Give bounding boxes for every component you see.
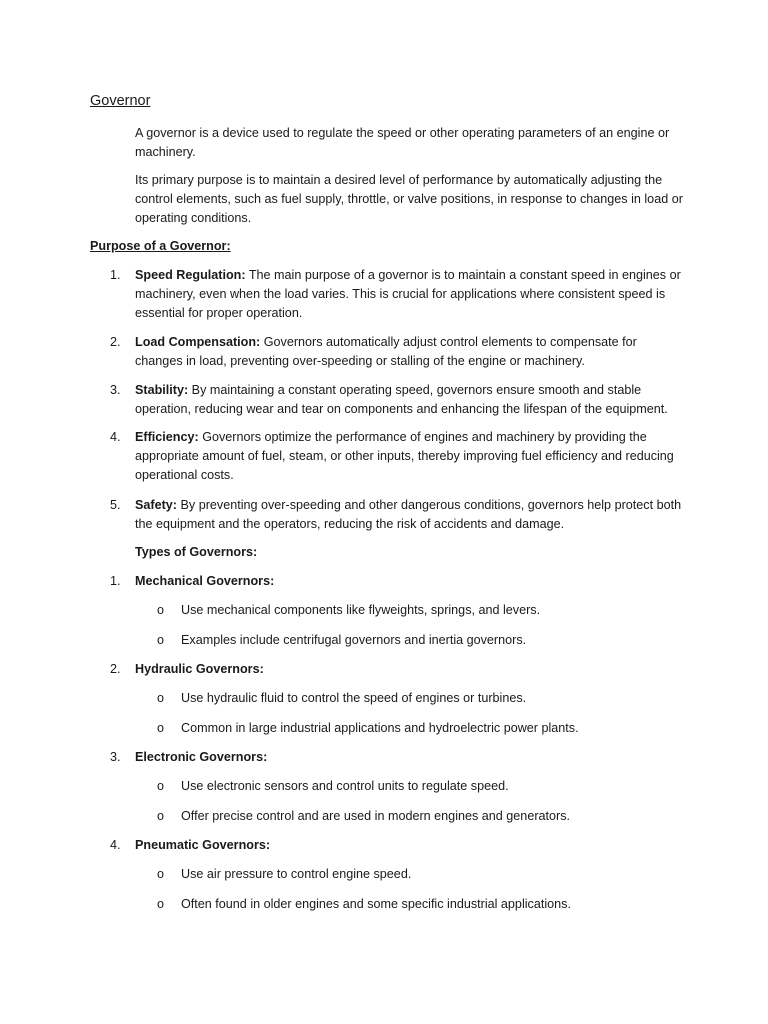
- list-item: [157, 719, 697, 738]
- list-number: 3.: [110, 383, 121, 397]
- list-number: 1.: [110, 268, 121, 282]
- bullet-text: Use air pressure to control engine speed.: [181, 867, 412, 881]
- purpose-text: Governors automatically adjust control elements to compensate for changes in load, preventing over-speeding or stalling of the engine or machinery.: [135, 335, 637, 368]
- purpose-label: Stability:: [135, 383, 189, 397]
- bullet-text: Common in large industrial applications and hydroelectric power plants.: [181, 721, 579, 735]
- bullet-icon: o: [157, 691, 165, 705]
- list-number: 4.: [110, 838, 121, 852]
- bullet-icon: o: [157, 779, 165, 793]
- list-item: [157, 689, 697, 708]
- bullet-text: Use hydraulic fluid to control the speed of engines or turbines.: [181, 691, 527, 705]
- list-item: [157, 777, 697, 796]
- bullet-icon: o: [157, 633, 165, 647]
- purpose-item-load-compensation: [110, 333, 685, 371]
- list-item: [157, 895, 697, 914]
- page-title: Governor: [90, 93, 151, 109]
- list-item: [157, 865, 697, 884]
- bullet-text: Often found in older engines and some specific industrial applications.: [181, 897, 571, 911]
- list-number: 2.: [110, 662, 121, 676]
- list-item: [157, 807, 697, 826]
- purpose-label: Efficiency:: [135, 430, 199, 444]
- bullet-text: Use electronic sensors and control units to regulate speed.: [181, 779, 509, 793]
- purpose-item-safety: [110, 496, 685, 534]
- purpose-item-stability: [110, 381, 685, 419]
- list-number: 4.: [110, 430, 121, 444]
- list-item: [157, 601, 697, 620]
- intro-paragraph-2: Its primary purpose is to maintain a desired level of performance by automatically adjusting the control elements, such as fuel supply, throttle, or valve positions, in response to changes in load or operating conditions.: [135, 173, 683, 225]
- bullet-text: Offer precise control and are used in modern engines and generators.: [181, 809, 571, 823]
- bullet-text: Use mechanical components like flyweights, springs, and levers.: [181, 603, 541, 617]
- bullet-icon: o: [157, 897, 165, 911]
- purpose-text: Governors optimize the performance of engines and machinery by providing the appropriate amount of fuel, steam, or other inputs, thereby improving fuel efficiency and reducing operational costs.: [135, 430, 674, 482]
- list-number: 2.: [110, 335, 121, 349]
- purpose-label: Speed Regulation:: [135, 268, 246, 282]
- list-number: 5.: [110, 498, 121, 512]
- bullet-text: Examples include centrifugal governors and inertia governors.: [181, 633, 527, 647]
- purpose-label: Safety:: [135, 498, 177, 512]
- type-label: Hydraulic Governors:: [135, 662, 264, 676]
- bullet-icon: o: [157, 721, 165, 735]
- type-label: Mechanical Governors:: [135, 574, 275, 588]
- list-item: [157, 631, 697, 650]
- list-number: 3.: [110, 750, 121, 764]
- purpose-item-efficiency: [110, 428, 685, 485]
- types-heading: Types of Governors:: [135, 545, 258, 559]
- purpose-label: Load Compensation:: [135, 335, 261, 349]
- type-item-electronic: [110, 748, 685, 767]
- type-label: Pneumatic Governors:: [135, 838, 271, 852]
- intro-paragraph-1: A governor is a device used to regulate the speed or other operating parameters of an engine or machinery.: [135, 126, 670, 159]
- purpose-text: The main purpose of a governor is to maintain a constant speed in engines or machinery, even when the load varies. This is crucial for applications where consistent speed is essential for proper operation.: [135, 268, 681, 320]
- purpose-heading: Purpose of a Governor:: [90, 239, 231, 253]
- bullet-icon: o: [157, 809, 165, 823]
- type-item-pneumatic: [110, 836, 685, 855]
- type-item-hydraulic: [110, 660, 685, 679]
- list-number: 1.: [110, 574, 121, 588]
- type-item-mechanical: [110, 572, 685, 591]
- type-label: Electronic Governors:: [135, 750, 268, 764]
- bullet-icon: o: [157, 603, 165, 617]
- purpose-text: By preventing over-speeding and other dangerous conditions, governors help protect both the equipment and the operators, reducing the risk of accidents and damage.: [135, 498, 682, 531]
- bullet-icon: o: [157, 867, 165, 881]
- purpose-item-speed-regulation: [110, 266, 685, 323]
- purpose-text: By maintaining a constant operating speed, governors ensure smooth and stable operation, reducing wear and tear on components and enhancing the lifespan of the equipment.: [135, 383, 668, 416]
